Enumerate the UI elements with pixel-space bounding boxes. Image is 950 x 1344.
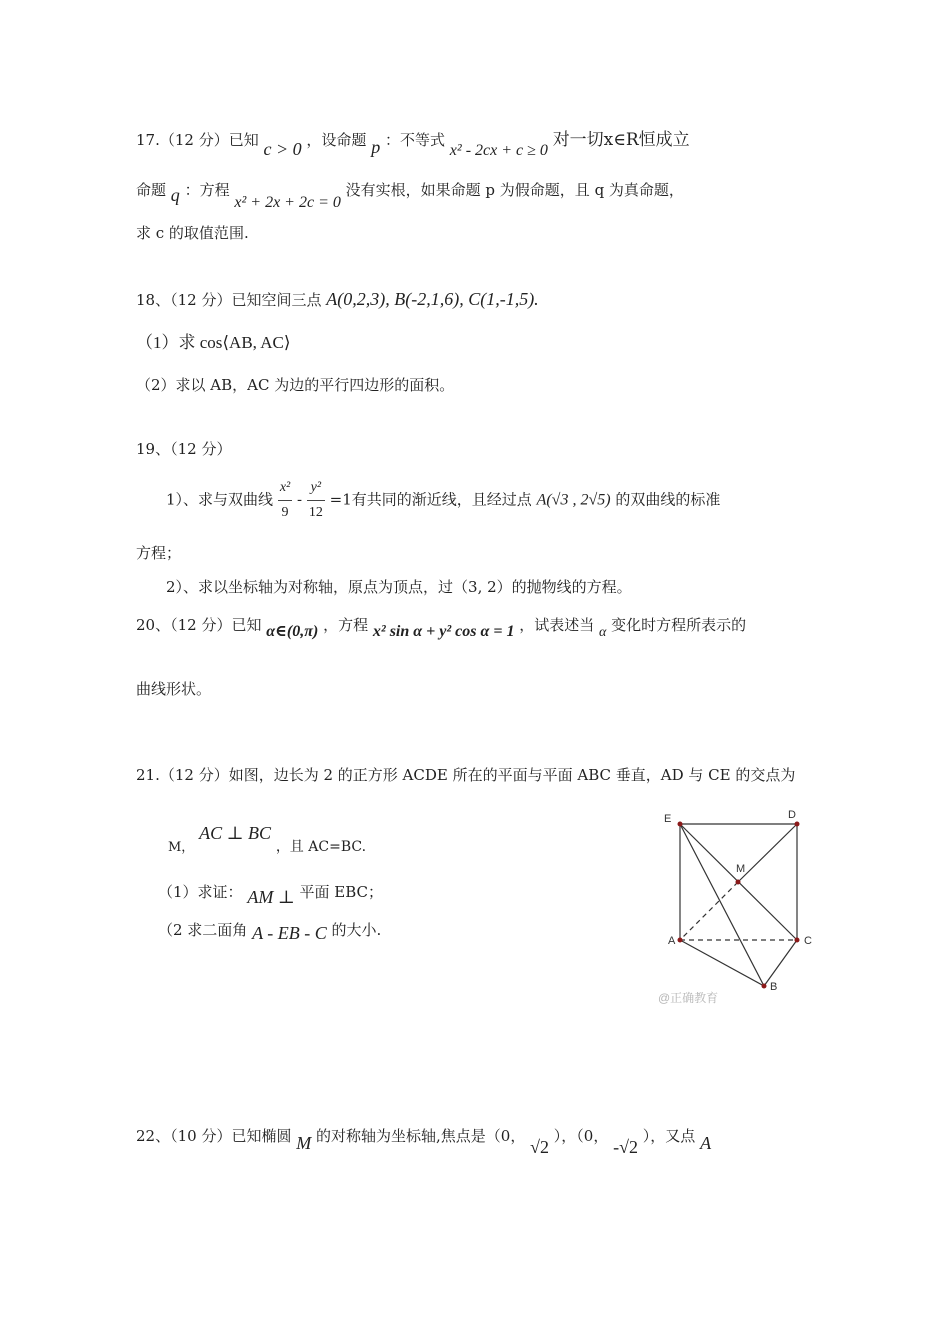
q19-head xyxy=(136,438,231,460)
q22-text: 的对称轴为坐标轴,焦点是（0， xyxy=(316,1127,526,1145)
q21-part2 xyxy=(158,918,381,941)
q20-line1 xyxy=(136,614,746,638)
q17-inequality: x² - 2cx + c ≥ 0 xyxy=(449,142,548,159)
label-M: M xyxy=(736,863,746,875)
q19-part1 xyxy=(166,476,720,525)
q21-head xyxy=(136,764,795,786)
q17-q-symbol: q xyxy=(170,185,180,205)
edge-CB xyxy=(764,940,797,986)
q17-text: 求 c 的取值范围. xyxy=(136,224,249,242)
q21-text: 的大小. xyxy=(331,921,382,939)
q17-text: 没有实根，如果命题 p 为假命题，且 q 为真命题， xyxy=(345,181,684,199)
point-E xyxy=(678,822,683,827)
q18-head: 18、（12 分）已知空间三点 xyxy=(136,291,322,309)
q21-line2 xyxy=(168,822,367,855)
q22-root1: √2 xyxy=(530,1137,550,1157)
q20-alpha: α xyxy=(599,625,607,640)
q20-text: 变化时方程所表示的 xyxy=(611,616,747,634)
q19-frac-num: x² xyxy=(278,476,292,501)
q20-line2 xyxy=(136,678,211,700)
point-B xyxy=(762,984,767,989)
q21-text: （2 求二面角 xyxy=(158,921,248,939)
q21-part1 xyxy=(158,880,384,907)
q22-head: 22、（10 分）已知椭圆 xyxy=(136,1127,292,1145)
q22-text: ），（0， xyxy=(553,1127,609,1145)
q22-A: A xyxy=(700,1133,712,1153)
point-A xyxy=(678,938,683,943)
q19-head-text: 19、（12 分） xyxy=(136,440,232,458)
geometry-figure xyxy=(652,806,832,1006)
edge-EB xyxy=(680,824,764,986)
q17-equation: x² + 2x + 2c = 0 xyxy=(234,194,341,211)
q17-line1 xyxy=(136,128,690,159)
q18-part2-text: （2）求以 AB，AC 为边的平行四边形的面积。 xyxy=(136,376,455,394)
q18-part1-text: （1）求 cos⟨AB, AC⟩ xyxy=(136,333,291,352)
q22-M: M xyxy=(296,1133,312,1153)
q19-text: 2）、求以坐标轴为对称轴，原点为顶点，过（3, 2）的抛物线的方程。 xyxy=(166,578,632,596)
q19-fraction-y xyxy=(307,476,325,525)
q18-part2 xyxy=(136,374,454,396)
q19-point: A(√3 , 2√5) xyxy=(536,491,611,509)
q20-text: 曲线形状。 xyxy=(136,680,212,698)
label-B: B xyxy=(770,981,778,993)
q22-line1 xyxy=(136,1124,712,1157)
q18-points: A(0,2,3), B(-2,1,6), C(1,-1,5). xyxy=(326,289,539,309)
q20-domain: α∈(0,π) xyxy=(266,623,319,640)
q17-number: 17.（12 分）已知 xyxy=(136,131,259,149)
point-D xyxy=(795,822,800,827)
point-C xyxy=(795,938,800,943)
q19-frac-num: y² xyxy=(307,476,325,501)
q17-text: ：方程 xyxy=(184,181,230,199)
q19-part2 xyxy=(166,576,632,598)
q17-line2 xyxy=(136,178,684,211)
q18-part1 xyxy=(136,332,290,354)
q19-line2 xyxy=(136,542,181,564)
q17-text: ：不等式 xyxy=(385,131,446,149)
q22-text: ），又点 xyxy=(642,1127,696,1145)
q17-line3 xyxy=(136,222,249,244)
q19-frac-den: 9 xyxy=(281,505,289,520)
q17-text: ，设命题 xyxy=(306,131,367,149)
watermark: @正确教育 xyxy=(658,991,719,1005)
q19-minus: - xyxy=(297,490,303,509)
q21-perp: AC ⊥ BC xyxy=(199,823,272,843)
q20-head: 20、（12 分）已知 xyxy=(136,616,262,634)
q22-root2: -√2 xyxy=(613,1137,638,1157)
q19-text: 1）、求与双曲线 xyxy=(166,490,274,509)
edge-DM xyxy=(738,824,797,882)
q17-text: 对一切x∈R恒成立 xyxy=(552,130,690,150)
edge-MA-dashed xyxy=(680,882,738,940)
q20-equation: x² sin α + y² cos α = 1 xyxy=(372,623,515,640)
label-D: D xyxy=(788,809,796,821)
point-M xyxy=(736,880,741,885)
q17-text: 命题 xyxy=(136,181,167,199)
q21-am-perp: AM ⊥ xyxy=(247,887,295,907)
q21-text: 平面 EBC； xyxy=(299,883,384,901)
q19-fraction-x xyxy=(278,476,292,525)
q18-line1 xyxy=(136,288,539,311)
q21-text: M， xyxy=(168,840,195,855)
q19-text: =1有共同的渐近线，且经过点 xyxy=(329,490,532,509)
q20-text: ，试表述当 xyxy=(519,616,595,634)
q19-text: 的双曲线的标准 xyxy=(615,490,721,509)
q19-frac-den: 12 xyxy=(308,505,323,520)
label-C: C xyxy=(804,935,812,947)
q21-head-text: 21.（12 分）如图，边长为 2 的正方形 ACDE 所在的平面与平面 ABC 垂直，AD 与 CE 的交点为 xyxy=(136,766,796,784)
q21-text: ，且 AC=BC. xyxy=(275,839,367,855)
q19-text: 方程； xyxy=(136,544,182,562)
q20-text: ，方程 xyxy=(323,616,369,634)
q17-p-symbol: p xyxy=(371,137,381,157)
q17-condition: c > 0 xyxy=(263,139,302,159)
label-A: A xyxy=(668,935,676,947)
q21-text: （1）求证： xyxy=(158,883,243,901)
label-E: E xyxy=(664,813,672,825)
q21-dihedral: A - EB - C xyxy=(252,923,327,943)
